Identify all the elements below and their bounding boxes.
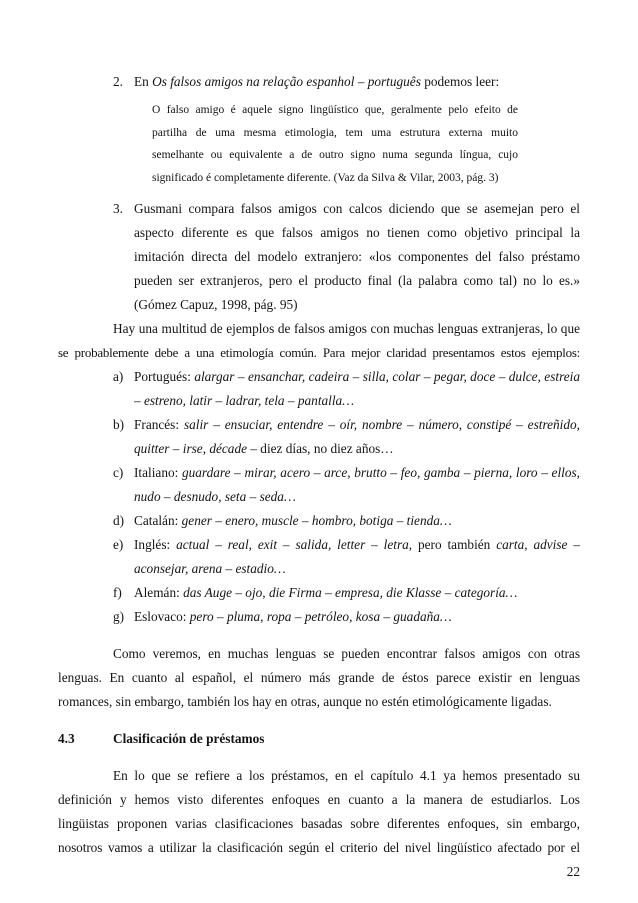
example-a: Portugués: alargar – ensanchar, cadeira – silla, colar – pegar, doce – dulce, estreia xyxy=(134,369,580,384)
section-body-line-3: lingüistas proponen varias clasificaciones basadas sobre diferentes enfoques, sin embargo, xyxy=(58,816,580,831)
example-f: Alemán: das Auge – ojo, die Firma – empresa, die Klasse – categoría… xyxy=(134,585,518,600)
example-a-cont: – estreno, latir – ladrar, tela – pantalla… xyxy=(134,393,355,408)
section-number: 4.3 xyxy=(58,731,75,746)
example-label: a) xyxy=(113,369,124,384)
example-label: c) xyxy=(113,465,124,480)
section-body-line-4: nosotros vamos a utilizar la clasificación según el criterio del nivel lingüístico afectado por el xyxy=(58,840,580,855)
block-quote: O falso amigo é aquele signo lingüístico que, geralmente pelo efeito de partilha de uma mesma etimologia, tem uma estrutura externa muito semelhante ou equivalente a de outro signo numa segunda língua, cujo significado é completamente diferente. (Vaz da Silva & Vilar, 2003, pág. 3) xyxy=(152,104,518,184)
example-c-cont: nudo – desnudo, seta – seda… xyxy=(134,489,296,504)
example-c: Italiano: guardare – mirar, acero – arce, brutto – feo, gamba – pierna, loro – ellos, xyxy=(134,465,580,480)
page-number: 22 xyxy=(566,864,580,879)
closing-line-2: lenguas. En cuanto al español, el número más grande de éstos parece existir en lenguas xyxy=(58,670,580,685)
example-d: Catalán: gener – enero, muscle – hombro, botiga – tienda… xyxy=(134,513,452,528)
section-body-line-1: En lo que se refiere a los préstamos, en el capítulo 4.1 ya hemos presentado su xyxy=(113,768,580,783)
example-b-cont: quitter – irse, décade – diez días, no diez años… xyxy=(134,441,394,456)
example-label: e) xyxy=(113,537,124,552)
item-2-number: 2. xyxy=(113,74,123,89)
item-3-text: Gusmani compara falsos amigos con calcos diciendo que se asemejan pero el aspecto diferente es que falsos amigos no tienen como objetivo principal la imitación directa del modelo extranjero: «los componentes del falso préstamo pueden ser extranjeros, pero el producto final (la palabra como tal) no lo es.» (Gómez Capuz, 1998, pág. 95) xyxy=(134,201,580,312)
closing-line-1: Como veremos, en muchas lenguas se pueden encontrar falsos amigos con otras xyxy=(113,646,580,661)
example-g: Eslovaco: pero – pluma, ropa – petróleo, kosa – guadaña… xyxy=(134,609,452,624)
example-e-cont: aconsejar, arena – estadio… xyxy=(134,561,286,576)
section-title: Clasificación de préstamos xyxy=(113,731,265,746)
example-b: Francés: salir – ensuciar, entendre – oír, nombre – número, constipé – estreñido, xyxy=(134,417,580,432)
item-2-text: En Os falsos amigos na relação espanhol – português podemos leer: xyxy=(134,74,500,89)
intro-line-1: Hay una multitud de ejemplos de falsos amigos con muchas lenguas extranjeras, lo que xyxy=(113,321,580,336)
example-label: f) xyxy=(113,585,122,600)
closing-line-3: romances, sin embargo, también los hay en otras, aunque no estén etimológicamente ligadas. xyxy=(58,694,552,709)
item-2-title: Os falsos amigos na relação espanhol – português xyxy=(152,74,421,89)
example-e: Inglés: actual – real, exit – salida, letter – letra, pero también carta, advise – xyxy=(134,537,580,552)
example-label: b) xyxy=(113,417,125,432)
item-3-number: 3. xyxy=(113,201,123,216)
intro-line-2: se probablemente debe a una etimología común. Para mejor claridad presentamos estos ejemplos: xyxy=(58,345,580,360)
example-label: g) xyxy=(113,609,125,624)
section-body-line-2: definición y hemos visto diferentes enfoques en cuanto a la manera de estudiarlos. Los xyxy=(58,792,580,807)
example-label: d) xyxy=(113,513,125,528)
